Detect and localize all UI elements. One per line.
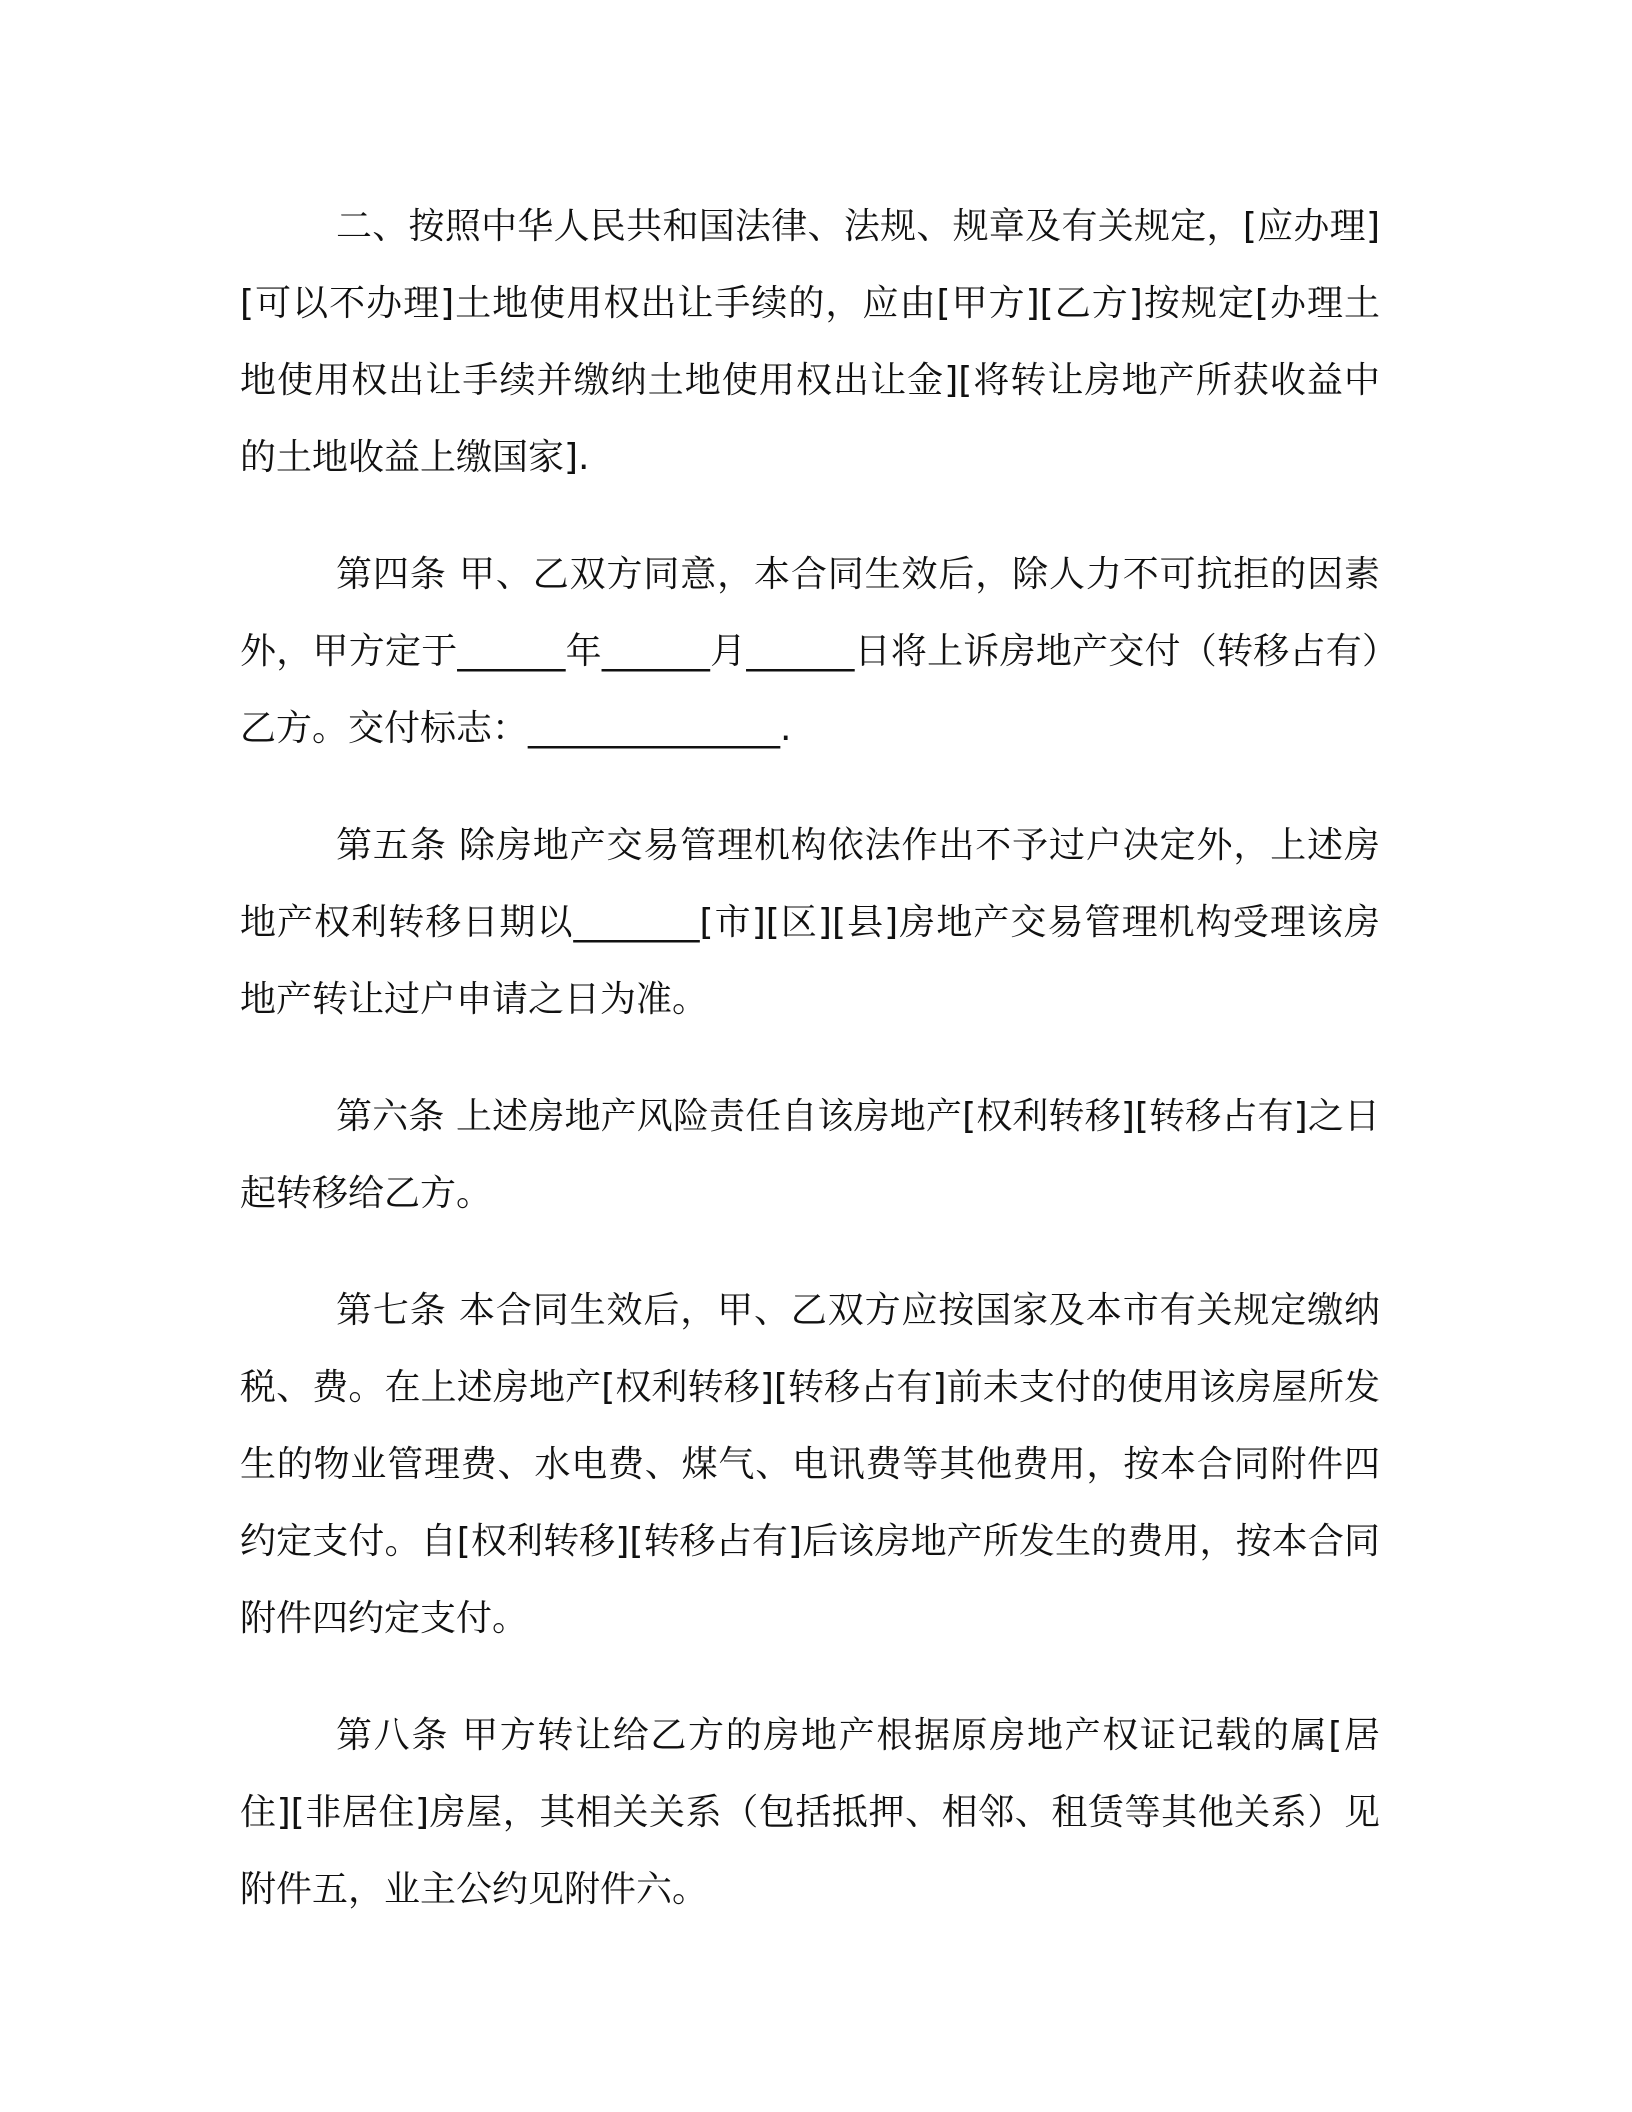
paragraph-gap <box>240 767 1380 807</box>
paragraph-gap <box>240 496 1380 536</box>
paragraph-article-4: 第四条 甲、乙双方同意，本合同生效后，除人力不可抗拒的因素外，甲方定于______年______月______日将上诉房地产交付（转移占有）乙方。交付标志：______________. <box>240 554 1380 749</box>
paragraph-article-5: 第五条 除房地产交易管理机构依法作出不予过户决定外，上述房地产权利转移日期以_______[市][区][县]房地产交易管理机构受理该房地产转让过户申请之日为准。 <box>240 825 1380 1020</box>
paragraph-gap <box>240 1657 1380 1697</box>
document-body <box>240 188 1380 1928</box>
paragraph-gap <box>240 1232 1380 1272</box>
paragraph-gap <box>240 1038 1380 1078</box>
paragraph-article-8: 第八条 甲方转让给乙方的房地产根据原房地产权证记载的属[居住][非居住]房屋，其相关关系（包括抵押、相邻、租赁等其他关系）见附件五，业主公约见附件六。 <box>240 1715 1380 1910</box>
paragraph-land-use-right: 二、按照中华人民共和国法律、法规、规章及有关规定，[应办理][可以不办理]土地使用权出让手续的，应由[甲方][乙方]按规定[办理土地使用权出让手续并缴纳土地使用权出让金][将转让房地产所获收益中的土地收益上缴国家]. <box>240 206 1380 478</box>
paragraph-article-7: 第七条 本合同生效后，甲、乙双方应按国家及本市有关规定缴纳税、费。在上述房地产[权利转移][转移占有]前未支付的使用该房屋所发生的物业管理费、水电费、煤气、电讯费等其他费用，按本合同附件四约定支付。自[权利转移][转移占有]后该房地产所发生的费用，按本合同附件四约定支付。 <box>240 1290 1380 1639</box>
paragraph-article-6: 第六条 上述房地产风险责任自该房地产[权利转移][转移占有]之日起转移给乙方。 <box>240 1096 1380 1214</box>
